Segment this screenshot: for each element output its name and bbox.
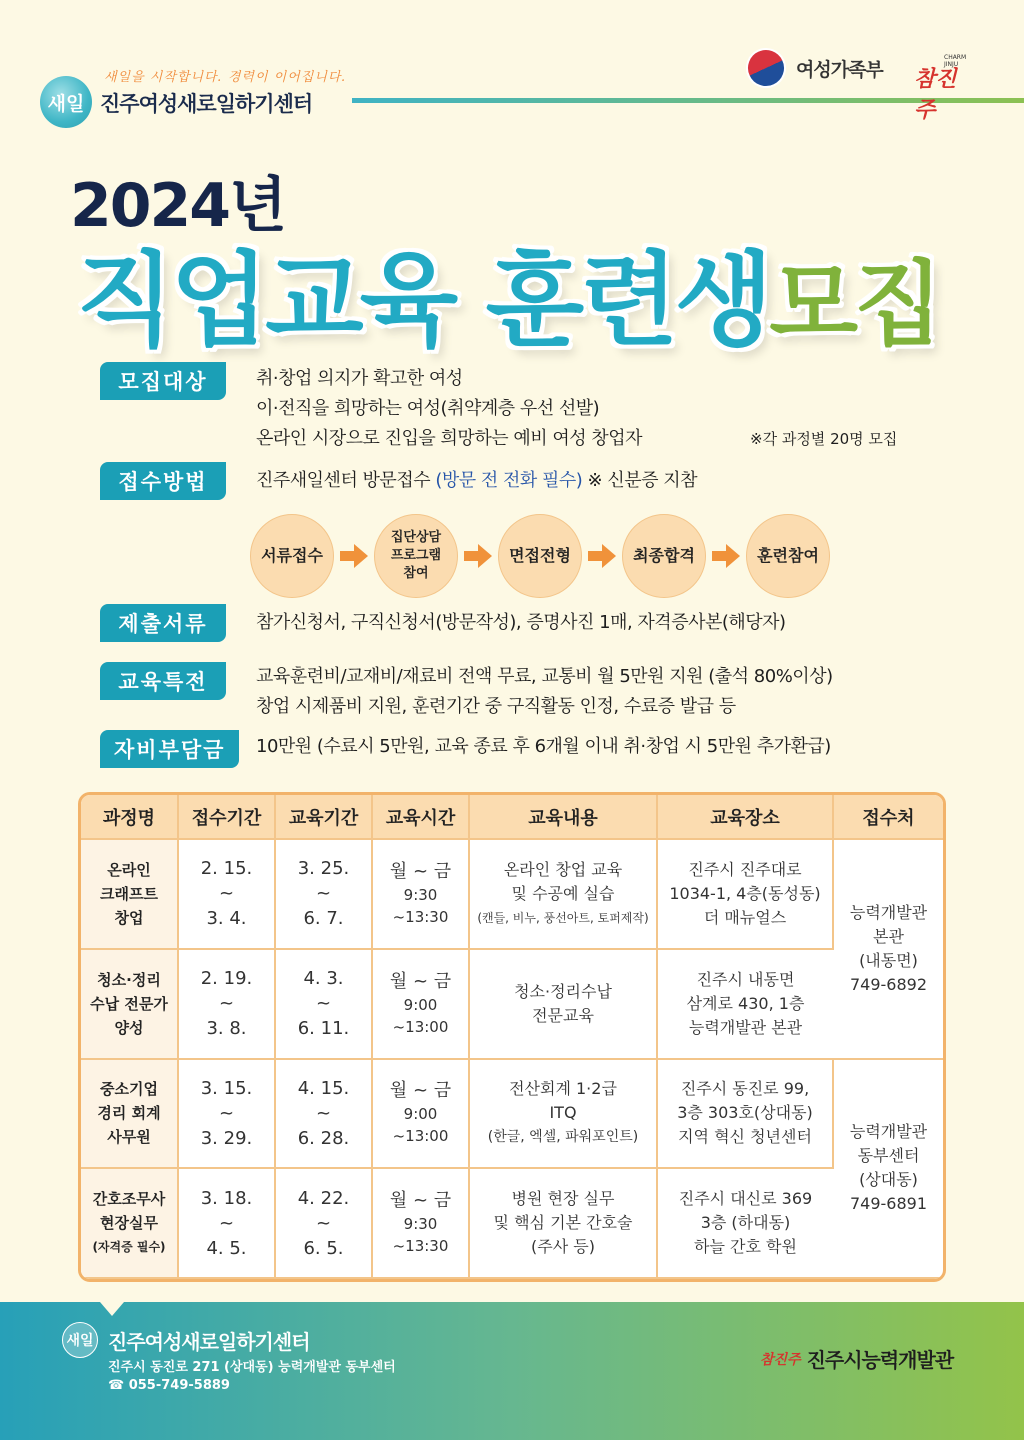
process-flow (250, 514, 850, 598)
edu-period: 3. 25. ~ 6. 7. (275, 839, 372, 949)
apply-period: 3. 18. ~ 4. 5. (178, 1168, 275, 1278)
table-row (81, 1059, 943, 1169)
arrow-right-icon (588, 542, 616, 570)
col-apply-period: 접수기간 (178, 795, 275, 839)
course-name: 중소기업 경리 회계 사무원 (81, 1059, 178, 1169)
step-final-pass: 최종합격 (622, 514, 706, 598)
col-course: 과정명 (81, 795, 178, 839)
partner-logo-icon: 참진주 (760, 1351, 801, 1368)
apply-id-note: ※ 신분증 지참 (587, 470, 697, 491)
course-name: 온라인 크래프트 창업 (81, 839, 178, 949)
edu-place: 진주시 대신로 369 3층 (하대동) 하늘 간호 학원 (657, 1168, 833, 1278)
edu-content: 온라인 창업 교육 및 수공예 실습 (캔들, 비누, 풍선아트, 토퍼제작) (469, 839, 657, 949)
step-training: 훈련참여 (746, 514, 830, 598)
target-note: ※각 과정별 20명 모집 (750, 430, 898, 448)
jinju-logo-text: 참진주 (914, 67, 957, 123)
cost-label: 자비부담금 (100, 730, 239, 768)
apply-period: 3. 15. ~ 3. 29. (178, 1059, 275, 1169)
col-edu-time: 교육시간 (372, 795, 469, 839)
apply-label: 접수방법 (100, 462, 226, 500)
edu-place: 진주시 진주대로 1034-1, 4층(동성동) 더 매뉴얼스 (657, 839, 833, 949)
apply-method: 진주새일센터 방문접수 (256, 470, 431, 491)
edu-time: 월 ~ 금 9:00 ~13:00 (372, 949, 469, 1059)
edu-time: 월 ~ 금 9:30 ~13:30 (372, 839, 469, 949)
step-interview: 면접전형 (498, 514, 582, 598)
title-main: 직업교육 훈련생 (76, 242, 770, 361)
target-line: 온라인 시장으로 진입을 희망하는 예비 여성 창업자 (256, 428, 642, 449)
edu-content: 병원 현장 실무 및 핵심 기본 간호술 (주사 등) (469, 1168, 657, 1278)
table-row (81, 949, 943, 1059)
edu-content: 전산회계 1·2급 ITQ (한글, 엑셀, 파워포인트) (469, 1059, 657, 1169)
course-name: 간호조무사 현장실무 (자격증 필수) (81, 1168, 178, 1278)
apply-period: 2. 15. ~ 3. 4. (178, 839, 275, 949)
target-list (256, 364, 642, 454)
arrow-right-icon (464, 542, 492, 570)
footer-notch (100, 1302, 124, 1316)
taegeuk-icon (739, 41, 792, 94)
step-group-counsel: 집단상담 프로그램 참여 (374, 514, 458, 598)
partner-name: 진주시능력개발관 (806, 1348, 954, 1372)
col-edu-place: 교육장소 (657, 795, 833, 839)
office-cell: 능력개발관 본관 (내동면) 749-6892 (833, 839, 943, 1059)
edu-place: 진주시 동진로 99, 3층 303호(상대동) 지역 혁신 청년센터 (657, 1059, 833, 1169)
page-title (76, 220, 939, 366)
arrow-right-icon (340, 542, 368, 570)
partner-logo (760, 1344, 953, 1373)
edu-time: 월 ~ 금 9:30 ~13:30 (372, 1168, 469, 1278)
benefit-label: 교육특전 (100, 662, 226, 700)
table-row (81, 839, 943, 949)
arrow-right-icon (712, 542, 740, 570)
benefit-line: 교육훈련비/교재비/재료비 전액 무료, 교통비 월 5만원 지원 (출석 80%이상) (256, 666, 833, 687)
footer-phone: ☎ 055-749-5889 (108, 1378, 230, 1393)
benefit-list (256, 662, 833, 722)
docs-label: 제출서류 (100, 604, 226, 642)
office-cell: 능력개발관 동부센터 (상대동) 749-6891 (833, 1059, 943, 1279)
ministry-logo (746, 48, 883, 88)
col-office: 접수처 (833, 795, 943, 839)
footer-logo: 새일 (62, 1322, 98, 1358)
edu-period: 4. 22. ~ 6. 5. (275, 1168, 372, 1278)
footer-address: 진주시 동진로 271 (상대동) 능력개발관 동부센터 (108, 1360, 396, 1375)
apply-period: 2. 19. ~ 3. 8. (178, 949, 275, 1059)
edu-time: 월 ~ 금 9:00 ~13:00 (372, 1059, 469, 1169)
col-edu-content: 교육내용 (469, 795, 657, 839)
ministry-name: 여성가족부 (796, 58, 883, 81)
org-name: 진주여성새로일하기센터 (100, 92, 313, 116)
step-document: 서류접수 (250, 514, 334, 598)
course-name: 청소·정리 수납 전문가 양성 (81, 949, 178, 1059)
footer-org-name: 진주여성새로일하기센터 (108, 1330, 310, 1354)
target-line: 취·창업 의지가 확고한 여성 (256, 368, 463, 389)
table-row (81, 1168, 943, 1278)
edu-period: 4. 15. ~ 6. 28. (275, 1059, 372, 1169)
apply-text (256, 466, 697, 496)
jinju-logo-en: CHARM JINJU (944, 54, 967, 68)
cost-text: 10만원 (수료시 5만원, 교육 종료 후 6개월 이내 취·창업 시 5만원 추가환급) (256, 736, 831, 757)
target-line: 이·전직을 희망하는 여성(취약계층 우선 선발) (256, 398, 600, 419)
jinju-logo (902, 46, 972, 123)
edu-content: 청소·정리수납 전문교육 (469, 949, 657, 1059)
edu-place: 진주시 내동면 삼계로 430, 1층 능력개발관 본관 (657, 949, 833, 1059)
saeil-logo: 새일 (40, 76, 92, 128)
target-label: 모집대상 (100, 362, 226, 400)
table-header-row (81, 795, 943, 839)
slogan: 새일을 시작합니다. 경력이 이어집니다. (104, 70, 347, 85)
apply-phone-note: (방문 전 전화 필수) (435, 470, 583, 491)
title-accent: 모집 (769, 251, 939, 358)
col-edu-period: 교육기간 (275, 795, 372, 839)
course-table (78, 792, 946, 1282)
edu-period: 4. 3. ~ 6. 11. (275, 949, 372, 1059)
title-year: 2024년 (70, 171, 285, 241)
docs-text: 참가신청서, 구직신청서(방문작성), 증명사진 1매, 자격증사본(해당자) (256, 612, 786, 633)
benefit-line: 창업 시제품비 지원, 훈련기간 중 구직활동 인정, 수료증 발급 등 (256, 696, 736, 717)
